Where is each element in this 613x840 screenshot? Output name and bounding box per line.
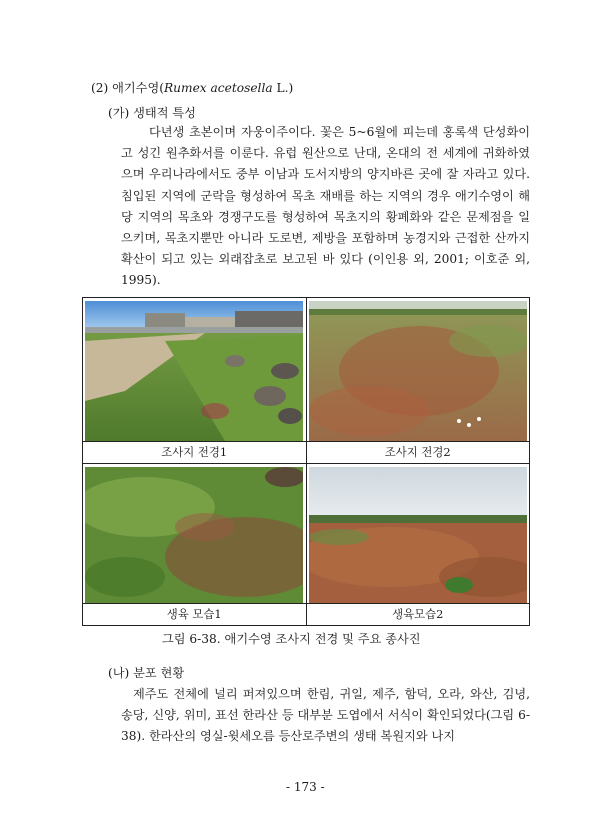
photo-cell [83, 298, 307, 442]
photo-caption: 조사지 전경2 [306, 442, 530, 464]
subsection-title-distribution: (나) 분포 현황 [108, 666, 185, 680]
ecology-paragraph: 다년생 초본이며 자웅이주이다. 꽃은 5~6월에 피는데 홍록색 단성화이고 성긴 원추화서를 이룬다. 유럽 원산으로 난대, 온대의 전 세계에 귀화하였으며 우리나라에서도 중부 이남과 도서지방의 양지바른 곳에 잘 자라고 있다. 침입된 지역에 군락을 형성하여 목초 재배를 하는 지역의 경우 애기수영이 해당 지역의 목초와 경쟁구도를 형성하여 목초지의 황폐화와 같은 문제점을 일으키며, 목초지뿐만 아니라 도로변, 제방을 포함하며 농경지와 근접한 산까지 확산이 되고 있는 외래잡초로 보고된 바 있다 (이인용 외, 2001; 이호준 외, 1995). [121, 125, 530, 288]
subsection-title-ecology: (가) 생태적 특성 [108, 106, 196, 120]
photo-caption: 생육 모습1 [83, 604, 307, 626]
photo-figure [82, 297, 530, 626]
growth-2-photo [309, 467, 527, 603]
page-number: - 173 - [286, 780, 325, 794]
growth-1-photo [85, 467, 303, 603]
photo-caption: 생육모습2 [306, 604, 530, 626]
photo-caption: 조사지 전경1 [83, 442, 307, 464]
photo-cell [306, 298, 530, 442]
section-heading: (2) 애기수영(Rumex acetosella L.) [91, 81, 294, 95]
site-view-2-photo [309, 301, 527, 441]
distribution-paragraph: 제주도 전체에 널리 퍼져있으며 한림, 귀일, 제주, 함덕, 오라, 와산, 김녕, 송당, 신양, 위미, 표선 한라산 등 대부분 도엽에서 서식이 확인되었다(그림 6-38). 한라산의 영실-윗세오름 등산로주변의 생태 복원지와 나지 [121, 687, 530, 744]
photo-cell [83, 464, 307, 604]
figure-caption: 그림 6-38. 애기수영 조사지 전경 및 주요 종사진 [162, 632, 421, 646]
photo-cell [306, 464, 530, 604]
site-view-1-photo [85, 301, 303, 441]
